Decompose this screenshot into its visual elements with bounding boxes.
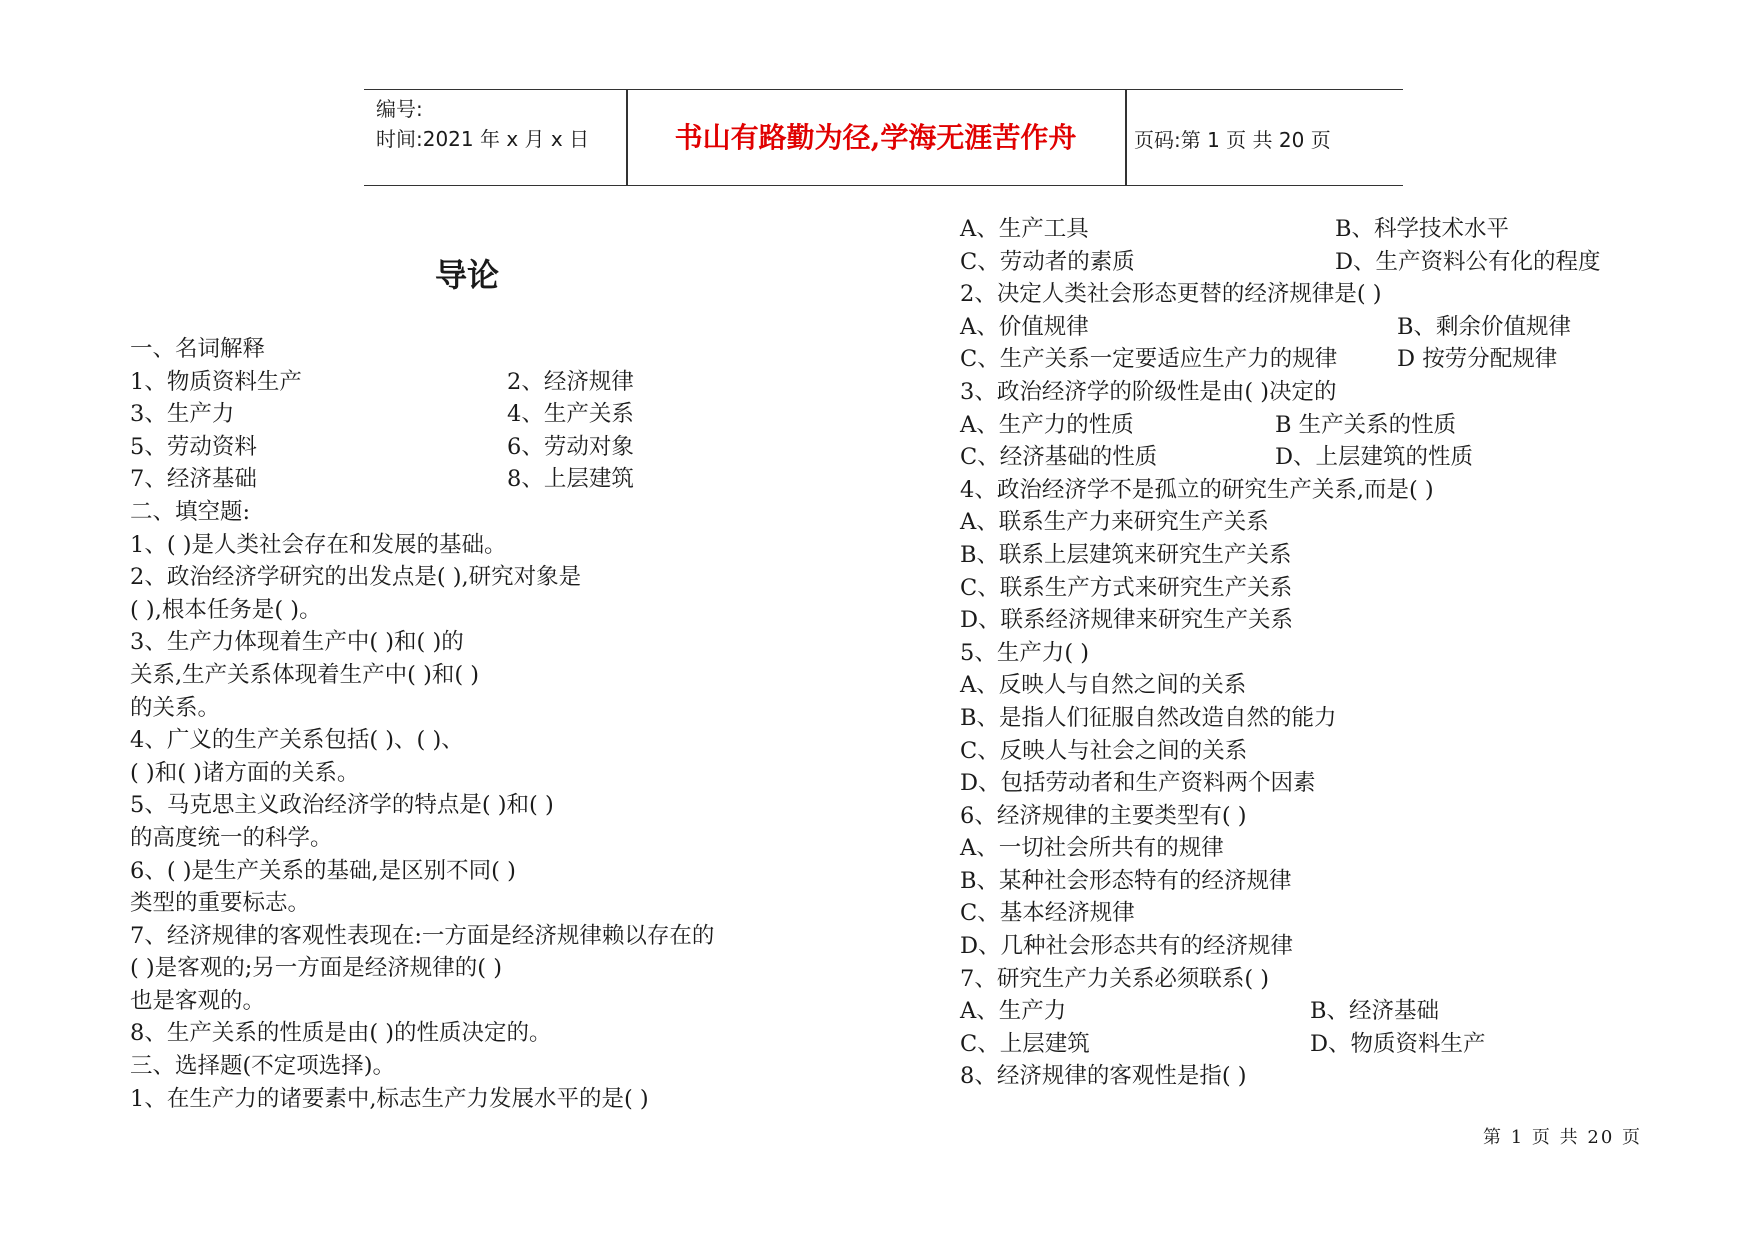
option-text: C、上层建筑 <box>960 1030 1090 1057</box>
term: 8、上层建筑 <box>507 466 634 493</box>
term: 1、物质资料生产 <box>130 368 302 395</box>
term: 6、劳动对象 <box>507 433 634 460</box>
option-text: D、联系经济规律来研究生产关系 <box>960 607 1294 634</box>
page-label: 页码:第 1 页 共 20 页 <box>1134 128 1331 152</box>
question-row <box>960 604 1680 637</box>
text-line: 5、马克思主义政治经济学的特点是( )和( ) <box>130 792 554 819</box>
term: 2、经济规律 <box>507 368 634 395</box>
term-row <box>130 398 830 431</box>
option-text: B、科学技术水平 <box>1335 216 1510 242</box>
option-text: C、生产关系一定要适应生产力的规律 <box>960 346 1338 373</box>
question-row <box>960 767 1680 800</box>
question-row <box>960 930 1680 963</box>
question-row <box>960 865 1680 898</box>
text-line: ( ),根本任务是( )。 <box>130 596 322 623</box>
text-line: 3、生产力体现着生产中( )和( )的 <box>130 629 464 656</box>
question-row <box>960 800 1680 833</box>
question-row <box>960 669 1680 702</box>
option-text: D、包括劳动者和生产资料两个因素 <box>960 770 1316 797</box>
section-heading: 一、名词解释 <box>130 336 266 362</box>
question-row <box>960 409 1680 442</box>
option-text: C、经济基础的性质 <box>960 444 1158 471</box>
question-row <box>960 311 1680 344</box>
option-text: A、反映人与自然之间的关系 <box>960 672 1247 699</box>
option-text: D、生产资料公有化的程度 <box>1335 248 1601 275</box>
text-line: 类型的重要标志。 <box>130 890 311 917</box>
option-text: A、生产工具 <box>960 216 1089 242</box>
text-line: ( )和( )诸方面的关系。 <box>130 759 360 786</box>
header-divider-right <box>1125 90 1127 185</box>
question-row <box>960 963 1680 996</box>
option-text: A、联系生产力来研究生产关系 <box>960 509 1269 536</box>
term-row <box>130 463 830 496</box>
option-text: B、是指人们征服自然改造自然的能力 <box>960 704 1337 731</box>
text-line: ( )是客观的;另一方面是经济规律的( ) <box>130 955 502 982</box>
option-text: C、反映人与社会之间的关系 <box>960 737 1248 764</box>
page-footer: 第 1 页 共 20 页 <box>1483 1127 1642 1148</box>
number-label: 编号: <box>376 97 423 121</box>
option-text: 6、经济规律的主要类型有( ) <box>960 802 1247 829</box>
question-row <box>960 735 1680 768</box>
option-text: 5、生产力( ) <box>960 639 1090 666</box>
option-text: A、生产力 <box>960 998 1067 1025</box>
option-text: C、联系生产方式来研究生产关系 <box>960 574 1293 601</box>
time-label: 时间:2021 年 x 月 x 日 <box>376 127 590 151</box>
option-text: A、一切社会所共有的规律 <box>960 835 1224 862</box>
text-line: 也是客观的。 <box>130 987 266 1014</box>
option-text: D 按劳分配规律 <box>1397 346 1558 373</box>
page-title: 导论 <box>435 256 500 294</box>
question-row <box>960 702 1680 735</box>
option-text: 3、政治经济学的阶级性是由( )决定的 <box>960 378 1337 405</box>
question-row <box>960 343 1680 376</box>
question-row <box>960 1028 1680 1061</box>
option-text: 8、经济规律的客观性是指( ) <box>960 1063 1247 1090</box>
question-row <box>960 637 1680 670</box>
option-text: B、联系上层建筑来研究生产关系 <box>960 541 1292 568</box>
term-row <box>130 431 830 464</box>
question-row <box>960 995 1680 1028</box>
question-row <box>960 213 1680 246</box>
option-text: C、劳动者的素质 <box>960 248 1135 275</box>
section-heading: 三、选择题(不定项选择)。 <box>130 1053 396 1080</box>
motto: 书山有路勤为径,学海无涯苦作舟 <box>674 121 1077 154</box>
question-row <box>960 278 1680 311</box>
option-text: A、生产力的性质 <box>960 411 1134 438</box>
header-info <box>376 94 589 154</box>
text-line: 8、生产关系的性质是由( )的性质决定的。 <box>130 1020 552 1047</box>
option-text: B、某种社会形态特有的经济规律 <box>960 867 1292 894</box>
question-row <box>960 506 1680 539</box>
option-text: 4、政治经济学不是孤立的研究生产关系,而是( ) <box>960 476 1434 503</box>
section-heading: 二、填空题: <box>130 498 251 525</box>
question-row <box>960 832 1680 865</box>
text-line: 1、( )是人类社会存在和发展的基础。 <box>130 531 507 558</box>
option-text: D、几种社会形态共有的经济规律 <box>960 933 1294 960</box>
question-row <box>960 539 1680 572</box>
question-row <box>960 474 1680 507</box>
term: 7、经济基础 <box>130 466 257 493</box>
question-row <box>960 572 1680 605</box>
term: 4、生产关系 <box>507 401 634 428</box>
question-row <box>960 246 1680 279</box>
header-table <box>364 89 1403 186</box>
option-text: B、剩余价值规律 <box>1397 313 1572 340</box>
right-column <box>960 213 1680 1093</box>
term: 3、生产力 <box>130 401 235 428</box>
question-row <box>960 897 1680 930</box>
option-text: 2、决定人类社会形态更替的经济规律是( ) <box>960 281 1382 308</box>
text-line: 4、广义的生产关系包括( )、( )、 <box>130 727 464 754</box>
text-line: 的关系。 <box>130 694 221 721</box>
left-column <box>130 333 830 1115</box>
question-row <box>960 441 1680 474</box>
text-line: 1、在生产力的诸要素中,标志生产力发展水平的是( ) <box>130 1085 649 1112</box>
option-text: C、基本经济规律 <box>960 900 1135 927</box>
option-text: B 生产关系的性质 <box>1275 411 1457 438</box>
option-text: B、经济基础 <box>1310 998 1440 1025</box>
option-text: D、物质资料生产 <box>1310 1030 1486 1057</box>
term-row <box>130 366 830 399</box>
text-line: 2、政治经济学研究的出发点是( ),研究对象是 <box>130 564 582 591</box>
question-row <box>960 1060 1680 1093</box>
option-text: A、价值规律 <box>960 313 1089 340</box>
text-line: 7、经济规律的客观性表现在:一方面是经济规律赖以存在的 <box>130 922 715 949</box>
term: 5、劳动资料 <box>130 433 257 460</box>
text-line: 的高度统一的科学。 <box>130 824 333 851</box>
option-text: D、上层建筑的性质 <box>1275 444 1474 471</box>
option-text: 7、研究生产力关系必须联系( ) <box>960 965 1270 992</box>
text-line: 6、( )是生产关系的基础,是区别不同( ) <box>130 857 516 884</box>
question-row <box>960 376 1680 409</box>
text-line: 关系,生产关系体现着生产中( )和( ) <box>130 661 480 688</box>
